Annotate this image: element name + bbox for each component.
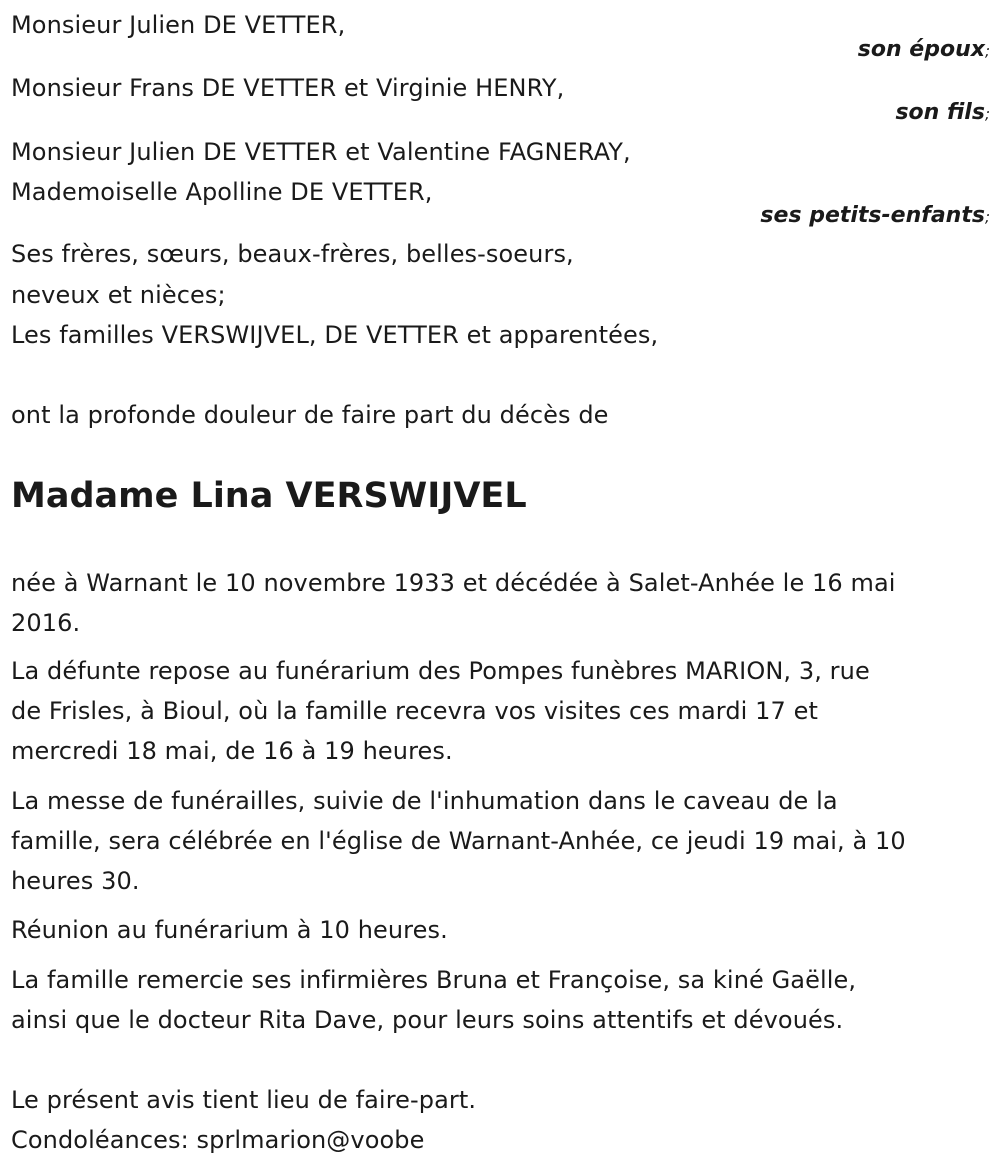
mass-line-1: La messe de funérailles, suivie de l'inhumation dans le caveau de la xyxy=(11,787,838,815)
birth-death-line-1: née à Warnant le 10 novembre 1933 et décédée à Salet-Anhée le 16 mai xyxy=(11,569,896,597)
son-role xyxy=(895,99,990,128)
siblings-line-1: Ses frères, sœurs, beaux-frères, belles-soeurs, xyxy=(11,240,574,268)
announcement-line: ont la profonde douleur de faire part du décès de xyxy=(11,401,609,429)
repose-line-2: de Frisles, à Bioul, où la famille recevra vos visites ces mardi 17 et xyxy=(11,697,819,725)
notice-line: Le présent avis tient lieu de faire-part. xyxy=(11,1086,477,1114)
mass-line-3: heures 30. xyxy=(11,867,140,895)
role-separator: ; xyxy=(984,42,990,60)
grandchild-line-1: Monsieur Julien DE VETTER et Valentine FAGNERAY, xyxy=(11,138,631,166)
birth-death-line-2: 2016. xyxy=(11,609,81,637)
spouse-role-label: son époux xyxy=(857,37,985,62)
siblings-line-2: neveux et nièces; xyxy=(11,281,226,309)
repose-line-1: La défunte repose au funérarium des Pompes funèbres MARION, 3, rue xyxy=(11,657,870,685)
son-line: Monsieur Frans DE VETTER et Virginie HENRY, xyxy=(11,74,565,102)
role-separator: ; xyxy=(984,208,990,226)
mass-line-2: famille, sera célébrée en l'église de Warnant-Anhée, ce jeudi 19 mai, à 10 xyxy=(11,827,906,855)
thanks-line-2: ainsi que le docteur Rita Dave, pour leurs soins attentifs et dévoués. xyxy=(11,1006,844,1034)
grandchildren-role xyxy=(760,202,990,231)
spouse-role xyxy=(858,36,990,65)
meeting-line: Réunion au funérarium à 10 heures. xyxy=(11,916,448,944)
grandchildren-role-label: ses petits-enfants xyxy=(760,203,985,228)
repose-line-3: mercredi 18 mai, de 16 à 19 heures. xyxy=(11,737,453,765)
grandchild-line-2: Mademoiselle Apolline DE VETTER, xyxy=(11,178,433,206)
condolences-line: Condoléances: sprlmarion@voobe xyxy=(11,1126,425,1154)
spouse-line: Monsieur Julien DE VETTER, xyxy=(11,11,346,39)
families-line: Les familles VERSWIJVEL, DE VETTER et apparentées, xyxy=(11,321,659,349)
thanks-line-1: La famille remercie ses infirmières Bruna et Françoise, sa kiné Gaëlle, xyxy=(11,966,857,994)
deceased-name: Madame Lina VERSWIJVEL xyxy=(11,476,527,516)
role-separator: ; xyxy=(984,105,990,123)
son-role-label: son fils xyxy=(895,100,985,125)
